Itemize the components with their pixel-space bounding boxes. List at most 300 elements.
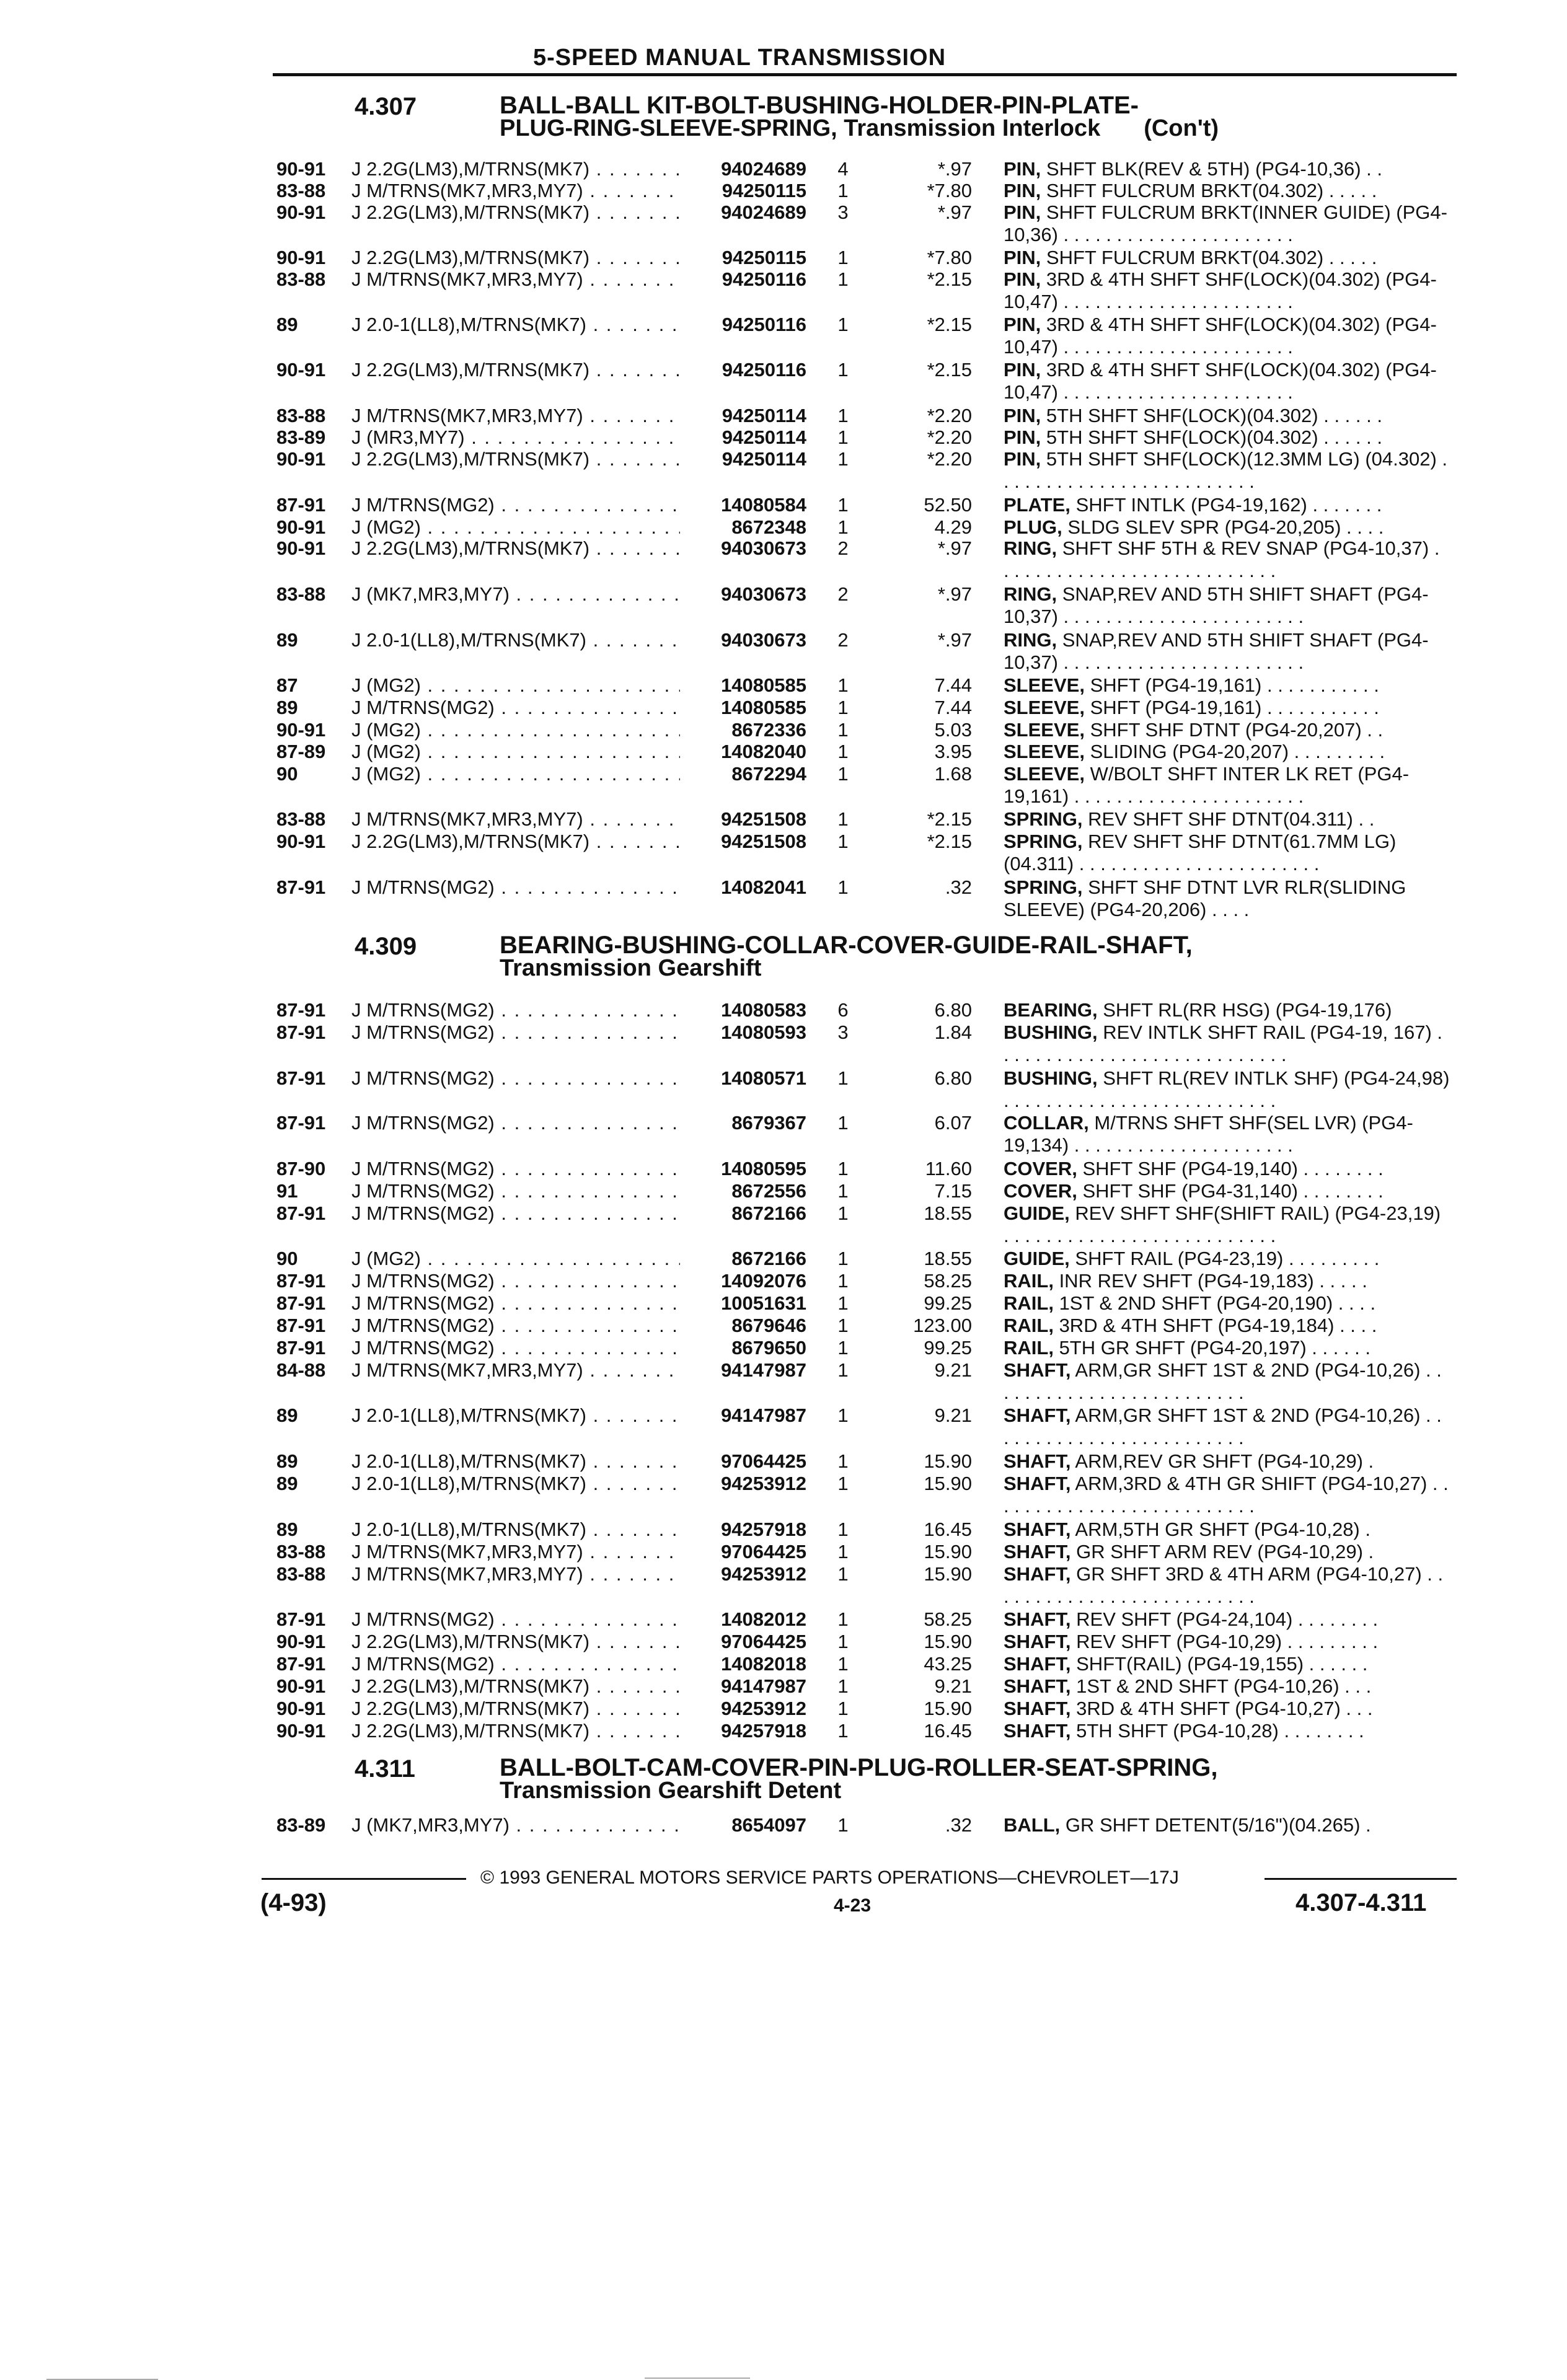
part-description	[1004, 1202, 1450, 1247]
model-application: J (MG2) . . .	[351, 674, 680, 697]
quantity: 1	[837, 1112, 849, 1134]
model-years: 90	[276, 1248, 298, 1269]
part-name: SLEEVE,	[1004, 763, 1085, 785]
price: *.97	[937, 201, 972, 223]
part-number: 94030673	[721, 629, 806, 651]
description-text: SHFT SHF DTNT LVR RLR(SLIDING SLEEVE) (PG4-20,206) . . . .	[1004, 876, 1406, 920]
section-subtitle-line	[500, 957, 1193, 980]
footer-page-number: 4-23	[834, 1895, 872, 1916]
quantity: 1	[837, 876, 849, 898]
part-number: 14082018	[721, 1653, 806, 1675]
price: 3.95	[934, 741, 972, 762]
part-description	[1004, 1067, 1450, 1112]
part-number: 14082012	[721, 1608, 806, 1630]
part-number: 94250116	[722, 268, 806, 290]
description-text: SNAP,REV AND 5TH SHIFT SHAFT (PG4-10,37) . . . . . . . . . . . . . . . . . . . . . . .	[1004, 629, 1429, 673]
model-years: 83-88	[276, 268, 326, 290]
description-text: SHFT SHF (PG4-31,140) . . . . . . . .	[1082, 1180, 1384, 1202]
model-years: 87-91	[276, 1112, 326, 1134]
model-years: 83-89	[276, 426, 326, 448]
model-years: 89	[276, 629, 298, 651]
model-years: 87-91	[276, 999, 326, 1021]
part-number: 14080584	[721, 494, 806, 516]
model-application: J M/TRNS(MG2) . . .	[351, 1337, 680, 1359]
part-number: 97064425	[721, 1631, 806, 1652]
model-years: 90-91	[276, 719, 326, 741]
part-number: 94030673	[721, 537, 806, 559]
description-text: REV INTLK SHFT RAIL (PG4-19, 167) . . . . . . . . . . . . . . . . . . . . . . . . . . . .	[1004, 1021, 1443, 1065]
model-years: 90-91	[276, 537, 326, 559]
model-years: 90-91	[276, 1631, 326, 1652]
quantity: 1	[837, 1067, 849, 1089]
price: 7.15	[934, 1180, 972, 1202]
quantity: 1	[837, 1337, 849, 1359]
model-years: 87-91	[276, 1315, 326, 1336]
part-description	[1004, 359, 1450, 403]
price: *2.15	[927, 359, 972, 381]
quantity: 1	[837, 1270, 849, 1292]
part-description	[1004, 1021, 1450, 1066]
description-text: SHFT SHF 5TH & REV SNAP (PG4-10,37) . . . . . . . . . . . . . . . . . . . . . . . . . . .	[1004, 537, 1440, 581]
part-description	[1004, 1675, 1450, 1698]
price: *.97	[937, 537, 972, 559]
model-years: 87-91	[276, 1608, 326, 1630]
quantity: 1	[837, 1518, 849, 1540]
price: 16.45	[924, 1720, 972, 1742]
section-number: 4.309	[355, 933, 417, 960]
description-text: SHFT FULCRUM BRKT(04.302) . . . . .	[1046, 247, 1377, 268]
quantity: 2	[837, 629, 849, 651]
quantity: 1	[837, 314, 849, 335]
description-text: 1ST & 2ND SHFT (PG4-20,190) . . . .	[1059, 1292, 1376, 1314]
part-name: RAIL,	[1004, 1315, 1054, 1336]
model-years: 89	[276, 1450, 298, 1472]
part-description	[1004, 158, 1450, 180]
section-subtitle-line	[500, 1779, 1217, 1802]
quantity: 1	[837, 448, 849, 470]
part-description	[1004, 876, 1450, 921]
model-application: J 2.0-1(LL8),M/TRNS(MK7) . . .	[351, 1404, 680, 1427]
part-name: BALL,	[1004, 1814, 1061, 1836]
section-title	[500, 934, 1193, 980]
model-years: 87-91	[276, 1292, 326, 1314]
price: 99.25	[924, 1337, 972, 1359]
quantity: 2	[837, 537, 849, 559]
price: 7.44	[934, 674, 972, 696]
quantity: 1	[837, 1563, 849, 1585]
part-description	[1004, 831, 1450, 875]
model-application: J M/TRNS(MG2) . . .	[351, 1112, 680, 1134]
part-name: SPRING,	[1004, 808, 1083, 830]
part-description	[1004, 494, 1450, 516]
model-years: 89	[276, 314, 298, 335]
model-years: 87-91	[276, 1202, 326, 1224]
price: 15.90	[924, 1631, 972, 1652]
model-years: 84-88	[276, 1359, 326, 1381]
model-application: J 2.2G(LM3),M/TRNS(MK7) . . .	[351, 1698, 680, 1720]
part-name: SHAFT,	[1004, 1608, 1071, 1630]
part-description	[1004, 999, 1450, 1021]
part-number: 14080585	[721, 697, 806, 718]
part-description	[1004, 1473, 1450, 1517]
part-description	[1004, 1270, 1450, 1292]
description-text: REV SHFT SHF(SHIFT RAIL) (PG4-23,19) . . . . . . . . . . . . . . . . . . . . . . . . . .	[1004, 1202, 1441, 1246]
model-years: 89	[276, 1473, 298, 1494]
part-description	[1004, 763, 1450, 808]
model-years: 90-91	[276, 516, 326, 538]
quantity: 6	[837, 999, 849, 1021]
part-name: SHAFT,	[1004, 1541, 1071, 1562]
section-title-continuation: PLUG-RING-SLEEVE-SPRING,	[500, 115, 837, 141]
part-name: PIN,	[1004, 268, 1041, 290]
part-number: 94251508	[721, 831, 806, 852]
part-name: SLEEVE,	[1004, 697, 1085, 718]
part-number: 94257918	[721, 1518, 806, 1540]
description-text: 5TH SHFT SHF(LOCK)(04.302) . . . . . .	[1046, 426, 1382, 448]
part-name: PIN,	[1004, 158, 1041, 180]
scan-mark	[645, 2378, 750, 2379]
model-application: J (MR3,MY7) . . .	[351, 426, 680, 449]
part-description	[1004, 268, 1450, 313]
quantity: 4	[837, 158, 849, 180]
section-number: 4.311	[355, 1755, 415, 1783]
quantity: 1	[837, 719, 849, 741]
quantity: 1	[837, 1473, 849, 1494]
part-number: 14080571	[721, 1067, 806, 1089]
quantity: 1	[837, 494, 849, 516]
part-number: 94024689	[721, 158, 806, 180]
part-name: SHAFT,	[1004, 1653, 1071, 1675]
part-name: COVER,	[1004, 1158, 1077, 1179]
description-text: 5TH SHFT (PG4-10,28) . . . . . . . .	[1076, 1720, 1364, 1742]
part-name: PIN,	[1004, 247, 1041, 268]
part-description	[1004, 247, 1450, 269]
price: *.97	[937, 583, 972, 605]
part-number: 14080595	[721, 1158, 806, 1179]
description-text: SHFT (PG4-19,161) . . . . . . . . . . .	[1090, 697, 1379, 718]
price: 58.25	[924, 1608, 972, 1630]
price: 6.07	[934, 1112, 972, 1134]
part-description	[1004, 314, 1450, 358]
model-application: J M/TRNS(MK7,MR3,MY7) . . .	[351, 405, 680, 427]
description-text: 3RD & 4TH SHFT SHF(LOCK)(04.302) (PG4-10,47) . . . . . . . . . . . . . . . . . . . . . .	[1004, 268, 1437, 312]
part-description	[1004, 629, 1450, 674]
price: 6.80	[934, 999, 972, 1021]
model-years: 87-91	[276, 1067, 326, 1089]
model-application: J (MG2) . . .	[351, 763, 680, 785]
description-text: SNAP,REV AND 5TH SHIFT SHAFT (PG4-10,37) . . . . . . . . . . . . . . . . . . . . . . .	[1004, 583, 1429, 627]
description-text: 5TH SHFT SHF(LOCK)(04.302) . . . . . .	[1046, 405, 1382, 426]
description-text: REV SHFT (PG4-10,29) . . . . . . . . .	[1076, 1631, 1379, 1652]
model-application: J 2.2G(LM3),M/TRNS(MK7) . . .	[351, 201, 680, 224]
description-text: SLDG SLEV SPR (PG4-20,205) . . . .	[1067, 516, 1384, 538]
model-years: 91	[276, 1180, 298, 1202]
quantity: 1	[837, 268, 849, 290]
part-name: SHAFT,	[1004, 1720, 1071, 1742]
price: 4.29	[934, 516, 972, 538]
description-text: ARM,GR SHFT 1ST & 2ND (PG4-10,26) . . . . . . . . . . . . . . . . . . . . . . . . .	[1004, 1404, 1442, 1448]
model-years: 90-91	[276, 247, 326, 268]
quantity: 1	[837, 1631, 849, 1652]
part-name: SHAFT,	[1004, 1518, 1071, 1540]
price: 15.90	[924, 1563, 972, 1585]
model-application: J 2.2G(LM3),M/TRNS(MK7) . . .	[351, 247, 680, 269]
part-description	[1004, 1814, 1450, 1836]
description-text: SHFT INTLK (PG4-19,162) . . . . . . .	[1075, 494, 1382, 516]
model-years: 83-88	[276, 583, 326, 605]
model-application: J 2.2G(LM3),M/TRNS(MK7) . . .	[351, 537, 680, 560]
part-description	[1004, 1631, 1450, 1653]
model-years: 83-88	[276, 808, 326, 830]
price: *7.80	[927, 180, 972, 201]
model-application: J M/TRNS(MG2) . . .	[351, 1202, 680, 1225]
section-subtitle: Transmission Gearshift	[500, 955, 762, 981]
price: *2.20	[927, 448, 972, 470]
description-text: 3RD & 4TH SHFT (PG4-10,27) . . .	[1076, 1698, 1373, 1719]
model-application: J M/TRNS(MG2) . . .	[351, 1021, 680, 1044]
description-text: SHFT(RAIL) (PG4-19,155) . . . . . .	[1076, 1653, 1368, 1675]
quantity: 1	[837, 763, 849, 785]
part-number: 94253912	[721, 1563, 806, 1585]
price: 99.25	[924, 1292, 972, 1314]
part-description	[1004, 741, 1450, 763]
part-name: RING,	[1004, 583, 1057, 605]
part-name: PIN,	[1004, 314, 1041, 335]
continued-label: (Con't)	[1144, 115, 1219, 141]
description-text: SHFT RL(REV INTLK SHF) (PG4-24,98) . . . . . . . . . . . . . . . . . . . . . . . . . .	[1004, 1067, 1450, 1111]
part-number: 94147987	[721, 1404, 806, 1426]
part-description	[1004, 1541, 1450, 1563]
part-description	[1004, 1450, 1450, 1473]
model-application: J M/TRNS(MK7,MR3,MY7) . . .	[351, 1359, 680, 1382]
part-description	[1004, 516, 1450, 539]
price: 18.55	[924, 1202, 972, 1224]
price: *.97	[937, 629, 972, 651]
quantity: 1	[837, 1158, 849, 1179]
price: *2.20	[927, 426, 972, 448]
part-name: SHAFT,	[1004, 1473, 1071, 1494]
model-application: J M/TRNS(MG2) . . .	[351, 999, 680, 1021]
quantity: 1	[837, 405, 849, 426]
description-text: ARM,GR SHFT 1ST & 2ND (PG4-10,26) . . . . . . . . . . . . . . . . . . . . . . . . .	[1004, 1359, 1442, 1403]
price: 7.44	[934, 697, 972, 718]
model-years: 89	[276, 697, 298, 718]
model-application: J (MG2) . . .	[351, 516, 680, 539]
section-title	[500, 1756, 1217, 1802]
price: 18.55	[924, 1248, 972, 1269]
part-name: RING,	[1004, 537, 1057, 559]
price: .32	[945, 1814, 972, 1836]
part-description	[1004, 1608, 1450, 1631]
model-years: 90-91	[276, 1698, 326, 1719]
description-text: 5TH SHFT SHF(LOCK)(12.3MM LG) (04.302) . . . . . . . . . . . . . . . . . . . . . . . . .	[1004, 448, 1448, 492]
part-name: BEARING,	[1004, 999, 1098, 1021]
price: 15.90	[924, 1450, 972, 1472]
part-number: 14092076	[721, 1270, 806, 1292]
model-years: 90-91	[276, 448, 326, 470]
model-years: 83-88	[276, 1541, 326, 1562]
model-application: J 2.2G(LM3),M/TRNS(MK7) . . .	[351, 158, 680, 180]
part-description	[1004, 1292, 1450, 1315]
quantity: 1	[837, 674, 849, 696]
model-application: J M/TRNS(MG2) . . .	[351, 1270, 680, 1292]
part-name: BUSHING,	[1004, 1021, 1098, 1043]
part-number: 8672294	[731, 763, 806, 785]
model-years: 90-91	[276, 201, 326, 223]
part-description	[1004, 1158, 1450, 1180]
part-description	[1004, 583, 1450, 628]
model-application: J 2.2G(LM3),M/TRNS(MK7) . . .	[351, 831, 680, 853]
model-years: 87-89	[276, 741, 326, 762]
part-description	[1004, 448, 1450, 493]
quantity: 1	[837, 1292, 849, 1314]
quantity: 1	[837, 1248, 849, 1269]
model-application: J 2.2G(LM3),M/TRNS(MK7) . . .	[351, 1675, 680, 1698]
description-text: 3RD & 4TH SHFT SHF(LOCK)(04.302) (PG4-10,47) . . . . . . . . . . . . . . . . . . . . . .	[1004, 359, 1437, 403]
part-number: 94250116	[722, 314, 806, 335]
model-application: J M/TRNS(MK7,MR3,MY7) . . .	[351, 1563, 680, 1585]
price: *.97	[937, 158, 972, 180]
part-description	[1004, 1653, 1450, 1675]
part-number: 8672336	[731, 719, 806, 741]
model-years: 87	[276, 674, 298, 696]
part-number: 94257918	[721, 1720, 806, 1742]
part-name: COVER,	[1004, 1180, 1077, 1202]
quantity: 1	[837, 426, 849, 448]
description-text: ARM,3RD & 4TH GR SHIFT (PG4-10,27) . . . . . . . . . . . . . . . . . . . . . . . . . .	[1004, 1473, 1449, 1517]
part-number: 10051631	[721, 1292, 806, 1314]
model-application: J M/TRNS(MG2) . . .	[351, 1315, 680, 1337]
part-name: PIN,	[1004, 359, 1041, 381]
model-years: 87-91	[276, 1653, 326, 1675]
description-text: 3RD & 4TH SHFT (PG4-19,184) . . . .	[1059, 1315, 1377, 1336]
footer-date-code: (4-93)	[260, 1889, 327, 1916]
model-years: 87-91	[276, 1337, 326, 1359]
model-years: 90-91	[276, 158, 326, 180]
model-years: 87-91	[276, 1021, 326, 1043]
price: *2.15	[927, 268, 972, 290]
description-text: GR SHFT ARM REV (PG4-10,29) .	[1076, 1541, 1374, 1562]
quantity: 1	[837, 1202, 849, 1224]
model-years: 89	[276, 1518, 298, 1540]
part-number: 94030673	[721, 583, 806, 605]
part-name: RAIL,	[1004, 1292, 1054, 1314]
part-number: 94250115	[722, 247, 806, 268]
model-years: 83-88	[276, 405, 326, 426]
quantity: 1	[837, 1814, 849, 1836]
part-name: COLLAR,	[1004, 1112, 1089, 1134]
quantity: 1	[837, 808, 849, 830]
price: *2.20	[927, 405, 972, 426]
part-description	[1004, 1315, 1450, 1337]
part-name: RING,	[1004, 629, 1057, 651]
part-number: 14082040	[721, 741, 806, 762]
description-text: GR SHFT DETENT(5/16")(04.265) .	[1065, 1814, 1371, 1836]
part-number: 8672348	[731, 516, 806, 538]
price: 123.00	[913, 1315, 972, 1336]
description-text: SLIDING (PG4-20,207) . . . . . . . . .	[1090, 741, 1385, 762]
model-application: J 2.0-1(LL8),M/TRNS(MK7) . . .	[351, 629, 680, 651]
model-application: J (MK7,MR3,MY7) . . .	[351, 1814, 680, 1836]
price: *7.80	[927, 247, 972, 268]
title-rule	[273, 73, 1457, 76]
description-text: 3RD & 4TH SHFT SHF(LOCK)(04.302) (PG4-10,47) . . . . . . . . . . . . . . . . . . . . . .	[1004, 314, 1437, 358]
description-text: SHFT SHF DTNT (PG4-20,207) . .	[1090, 719, 1384, 741]
quantity: 1	[837, 1315, 849, 1336]
part-description	[1004, 1180, 1450, 1202]
part-number: 94250115	[722, 180, 806, 201]
price: *2.15	[927, 314, 972, 335]
section-title	[500, 94, 1219, 140]
model-years: 90-91	[276, 1720, 326, 1742]
part-name: BUSHING,	[1004, 1067, 1098, 1089]
part-number: 8672166	[731, 1202, 806, 1224]
quantity: 3	[837, 201, 849, 223]
footer-rule-left	[262, 1878, 466, 1880]
model-application: J M/TRNS(MK7,MR3,MY7) . . .	[351, 180, 680, 202]
part-name: SPRING,	[1004, 831, 1083, 852]
part-name: PIN,	[1004, 180, 1041, 201]
section-subtitle-line	[500, 117, 1219, 140]
description-text: SHFT (PG4-19,161) . . . . . . . . . . .	[1090, 674, 1379, 696]
part-description	[1004, 1518, 1450, 1541]
quantity: 1	[837, 1653, 849, 1675]
model-years: 83-88	[276, 180, 326, 201]
model-application: J M/TRNS(MG2) . . .	[351, 1180, 680, 1202]
model-application: J (MG2) . . .	[351, 1248, 680, 1270]
part-description	[1004, 1720, 1450, 1742]
part-name: RAIL,	[1004, 1337, 1054, 1359]
part-number: 94024689	[721, 201, 806, 223]
part-name: SHAFT,	[1004, 1563, 1071, 1585]
model-application: J 2.2G(LM3),M/TRNS(MK7) . . .	[351, 359, 680, 381]
part-number: 14080593	[721, 1021, 806, 1043]
model-application: J (MG2) . . .	[351, 741, 680, 763]
model-application: J M/TRNS(MG2) . . .	[351, 494, 680, 516]
model-application: J M/TRNS(MK7,MR3,MY7) . . .	[351, 808, 680, 831]
description-text: 5TH GR SHFT (PG4-20,197) . . . . . .	[1059, 1337, 1371, 1359]
part-name: SHAFT,	[1004, 1631, 1071, 1652]
page-title: 5-SPEED MANUAL TRANSMISSION	[533, 45, 947, 71]
model-application: J 2.0-1(LL8),M/TRNS(MK7) . . .	[351, 1473, 680, 1495]
description-text: REV SHFT SHF DTNT(04.311) . .	[1088, 808, 1375, 830]
part-name: PIN,	[1004, 201, 1041, 223]
price: 58.25	[924, 1270, 972, 1292]
quantity: 1	[837, 1720, 849, 1742]
part-description	[1004, 697, 1450, 719]
price: 52.50	[924, 494, 972, 516]
description-text: REV SHFT SHF DTNT(61.7MM LG)(04.311) . . . . . . . . . . . . . . . . . . . . . . .	[1004, 831, 1397, 875]
model-application: J 2.2G(LM3),M/TRNS(MK7) . . .	[351, 1631, 680, 1653]
price: *2.15	[927, 808, 972, 830]
quantity: 1	[837, 697, 849, 718]
model-application: J (MK7,MR3,MY7) . . .	[351, 583, 680, 606]
part-number: 94253912	[721, 1473, 806, 1494]
model-application: J 2.0-1(LL8),M/TRNS(MK7) . . .	[351, 1518, 680, 1541]
part-name: PLUG,	[1004, 516, 1062, 538]
price: 9.21	[934, 1359, 972, 1381]
part-number: 8672166	[731, 1248, 806, 1269]
footer-section-range: 4.307-4.311	[1296, 1889, 1427, 1916]
part-number: 14082041	[721, 876, 806, 898]
description-text: SHFT RL(RR HSG) (PG4-19,176)	[1103, 999, 1392, 1021]
part-description	[1004, 1112, 1450, 1157]
part-description	[1004, 201, 1450, 246]
part-description	[1004, 1698, 1450, 1720]
price: 1.84	[934, 1021, 972, 1043]
part-description	[1004, 537, 1450, 582]
description-text: GR SHFT 3RD & 4TH ARM (PG4-10,27) . . . . . . . . . . . . . . . . . . . . . . . . . .	[1004, 1563, 1444, 1607]
